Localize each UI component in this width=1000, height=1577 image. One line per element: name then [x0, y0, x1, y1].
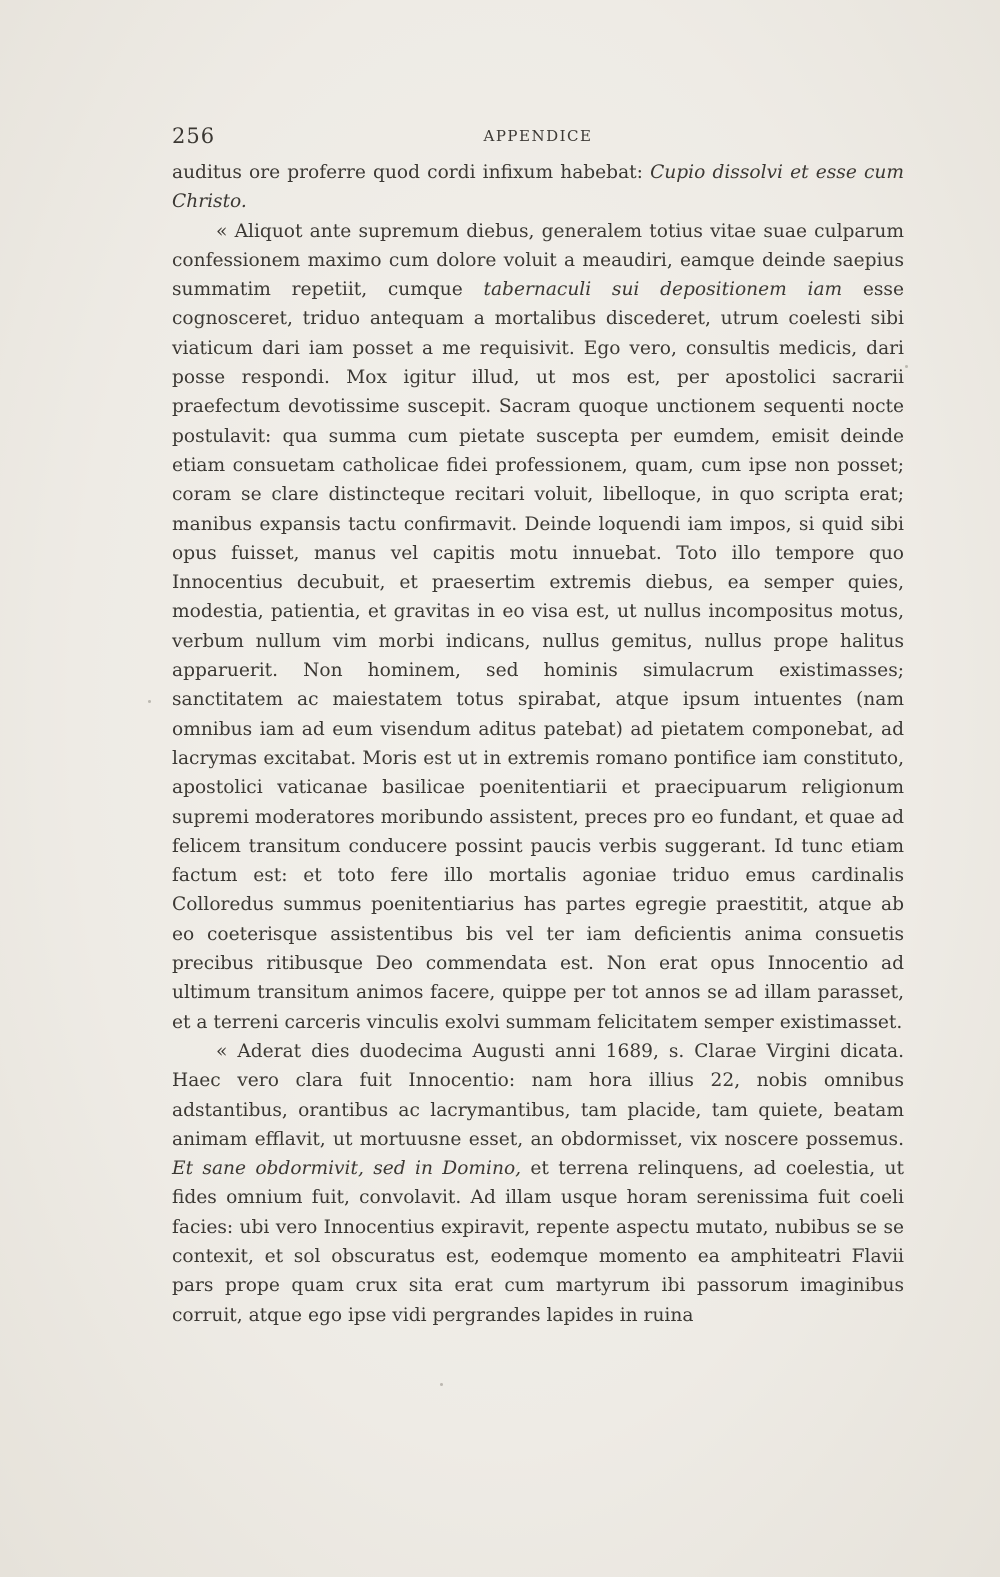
page-number: 256 — [172, 124, 216, 148]
text-run: esse cognosceret, triduo antequam a mortalibus discederet, utrum coelesti sibi viaticum dari iam posset a me requisivit. Ego vero, consultis medicis, dari posse respondi. Mox igitur illud, ut mos est, per apostolici sacrarii praefectum devotissime suscepit. Sacram quoque unctionem sequenti nocte postulavit: qua summa cum pietate suscepta per eumdem, emisit deinde etiam consuetam catholicae fidei professionem, quam, cum ipse non posset; coram se clare distincteque recitari voluit, libelloque, in quo scripta erat; manibus expansis tactu confirmavit. Deinde loquendi iam impos, si quid sibi opus fuisset, manus vel capitis motu innuebat. Toto illo tempore quo Innocentius decubuit, et praesertim extremis diebus, ea semper quies, modestia, patientia, et gravitas in eo visa est, ut nullus incompositus motus, verbum nullum vim morbi indicans, nullus gemitus, nullus prope halitus apparuerit. Non hominem, sed hominis simulacrum existimasses; sanctitatem ac maiestatem totus spirabat, atque ipsum intuentes (nam omnibus iam ad eum visendum aditus patebat) ad pietatem componebat, ad lacrymas excitabat. Moris est ut in extremis romano pontifice iam constituto, apostolici vaticanae basilicae poenitentiarii et praecipuarum religionum supremi moderatores moribundo assistent, preces pro eo fundant, et quae ad felicem transitum conducere possint paucis verbis suggerant. Id tunc etiam factum est: et toto fere illo mortalis agoniae triduo emus cardinalis Colloredus summus poenitentiarius has partes egregie praestitit, atque ab eo coeterisque assistentibus bis vel ter iam deficientis anima consuetis precibus ritibusque Deo commendata est. Non erat opus Innocentio ad ultimum transitum animos facere, quippe per tot annos se ad illam parasset, et a terreni carceris vinculis exolvi summam felicitatem semper existimasset. — [172, 279, 904, 1033]
page-header — [172, 124, 904, 150]
paragraph — [172, 158, 904, 217]
text-run: auditus ore proferre quod cordi infixum habebat: — [172, 162, 651, 183]
italic-phrase: Et sane obdormivit, sed in Domino, — [172, 1158, 522, 1180]
italic-phrase: Cupio dissolvi et esse cum Christo. — [172, 162, 904, 213]
paper-speck — [440, 1383, 443, 1386]
paper-speck — [148, 700, 151, 703]
paragraph — [172, 1037, 904, 1330]
body-text — [172, 158, 904, 1330]
text-run: « Aliquot ante supremum diebus, generalem totius vitae suae culparum confessionem maximo cum dolore voluit a meaudiri, eamque deinde saepius summatim repetiit, cumque — [172, 220, 904, 301]
paper-speck — [905, 365, 908, 368]
paragraph — [172, 217, 904, 1037]
italic-phrase: tabernaculi sui depositionem iam — [483, 279, 843, 301]
text-run: « Aderat dies duodecima Augusti anni 1689, s. Clarae Virgini dicata. Haec vero clara fuit Innocentio: nam hora illius 22, nobis omnibus adstantibus, orantibus ac lacrymantibus, tam placide, tam quiete, beatam animam efflavit, ut mortuusne esset, an obdormisset, vix noscere possemus. — [172, 1040, 904, 1150]
text-run: et terrena relinquens, ad coelestia, ut fides omnium fuit, convolavit. Ad illam usque horam serenissima fuit coeli facies: ubi vero Innocentius expiravit, repente aspectu mutato, nubibus se se contexit, et sol obscuratus est, eodemque momento ea amphiteatri Flavii pars prope quam crux sita erat cum martyrum ibi passorum imaginibus corruit, atque ego ipse vidi pergrandes lapides in ruina — [172, 1158, 905, 1326]
running-head: APPENDICE — [483, 127, 593, 145]
